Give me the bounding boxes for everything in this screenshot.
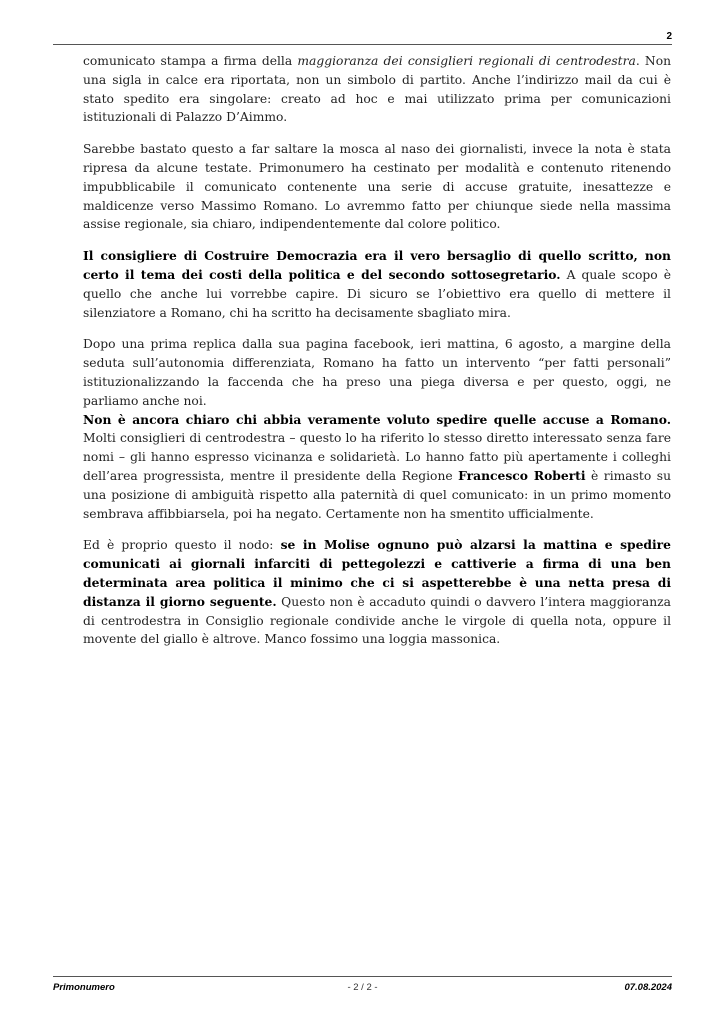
footer-publication: Primonumero (53, 982, 115, 993)
page-number: 2 (666, 31, 672, 42)
article-body (83, 52, 671, 662)
paragraph-1-text-b: . Non una sigla in calce era riportata, non un simbolo di partito. Anche l’indirizzo mail da cui è stato spedito era singolare: creato ad hoc e mai utilizzato prima per comunicazioni istituzionali di Palazzo D’Aimmo. (83, 54, 672, 125)
paragraph-6-bold: se in Molise ognuno può alzarsi la mattina e spedire comunicati ai giornali infarciti di pettegolezzi e cattiverie a firma di una ben determinata area politica il minimo che ci si aspetterebbe è una netta presa di distanza il giorno seguente. (83, 537, 671, 609)
paragraph-5-text-b: è rimasto su una posizione di ambiguità rispetto alla paternità di quel comunicato: in un primo momento sembrava affibbiarsela, poi ha negato. Certamente non ha smentito ufficialmente. (83, 468, 672, 521)
paragraph-1-italic: maggioranza dei consiglieri regionali di centrodestra (297, 54, 636, 68)
paragraph-3-bold: Il consigliere di Costruire Democrazia era il vero bersaglio di quello scritto, non certo il tema dei costi della politica e del secondo sottosegretario. (83, 248, 671, 282)
paragraph-5 (83, 411, 671, 524)
header-divider (53, 44, 672, 45)
paragraph-4-text: Dopo una prima replica dalla sua pagina facebook, ieri mattina, 6 agosto, a margine della seduta sull’autonomia differenziata, Romano ha fatto un intervento “per fatti personali” istituzionalizzando la faccenda che ha preso una piega diversa e per questo, oggi, ne parliamo anche noi. (83, 337, 671, 408)
paragraph-2-text: Sarebbe bastato questo a far saltare la mosca al naso dei giornalisti, invece la nota è stata ripresa da alcune testate. Primonumero ha cestinato per modalità e contenuto ritenendo impubblicabile il comunicato contenente una serie di accuse gratuite, inesattezze e maldicenze verso Massimo Romano. Lo avremmo fatto per chiunque siede nella massima assise regionale, sia chiaro, indipendentemente dal colore politico. (83, 142, 671, 232)
paragraph-4 (83, 335, 671, 410)
paragraph-5-text-a: Molti consiglieri di centrodestra – questo lo ha riferito lo stesso diretto interessato senza fare nomi – gli hanno espresso vicinanza e solidarietà. Lo hanno fatto più apertamente i colleghi dell’area progressista, mentre il presidente della Regione (83, 431, 671, 483)
paragraph-6 (83, 536, 671, 649)
paragraph-3 (83, 247, 671, 322)
paragraph-1 (83, 52, 671, 127)
footer-page-indicator: - 2 / 2 - (347, 982, 378, 993)
page-footer (53, 982, 672, 996)
paragraph-1-text-a: comunicato stampa a firma della (83, 54, 298, 68)
paragraph-2 (83, 140, 671, 234)
paragraph-6-text-b: Questo non è accaduto quindi o davvero l’intera maggioranza di centrodestra in Consiglio regionale condivide anche le virgole di quella nota, oppure il movente del giallo è altrove. Manco fossimo una loggia massonica. (83, 594, 671, 647)
footer-date: 07.08.2024 (624, 982, 672, 993)
paragraph-5-bold-lead: Non è ancora chiaro chi abbia veramente voluto spedire quelle accuse a Romano. (83, 411, 671, 427)
footer-divider (53, 976, 672, 977)
paragraph-3-text: A quale scopo è quello che anche lui vorrebbe capire. Di sicuro se l’obiettivo era quello di mettere il silenziatore a Romano, chi ha scritto ha decisamente sbagliato mira. (83, 267, 671, 320)
paragraph-6-text-a: Ed è proprio questo il nodo: (83, 538, 281, 553)
paragraph-5-bold-name: Francesco Roberti (458, 467, 586, 483)
